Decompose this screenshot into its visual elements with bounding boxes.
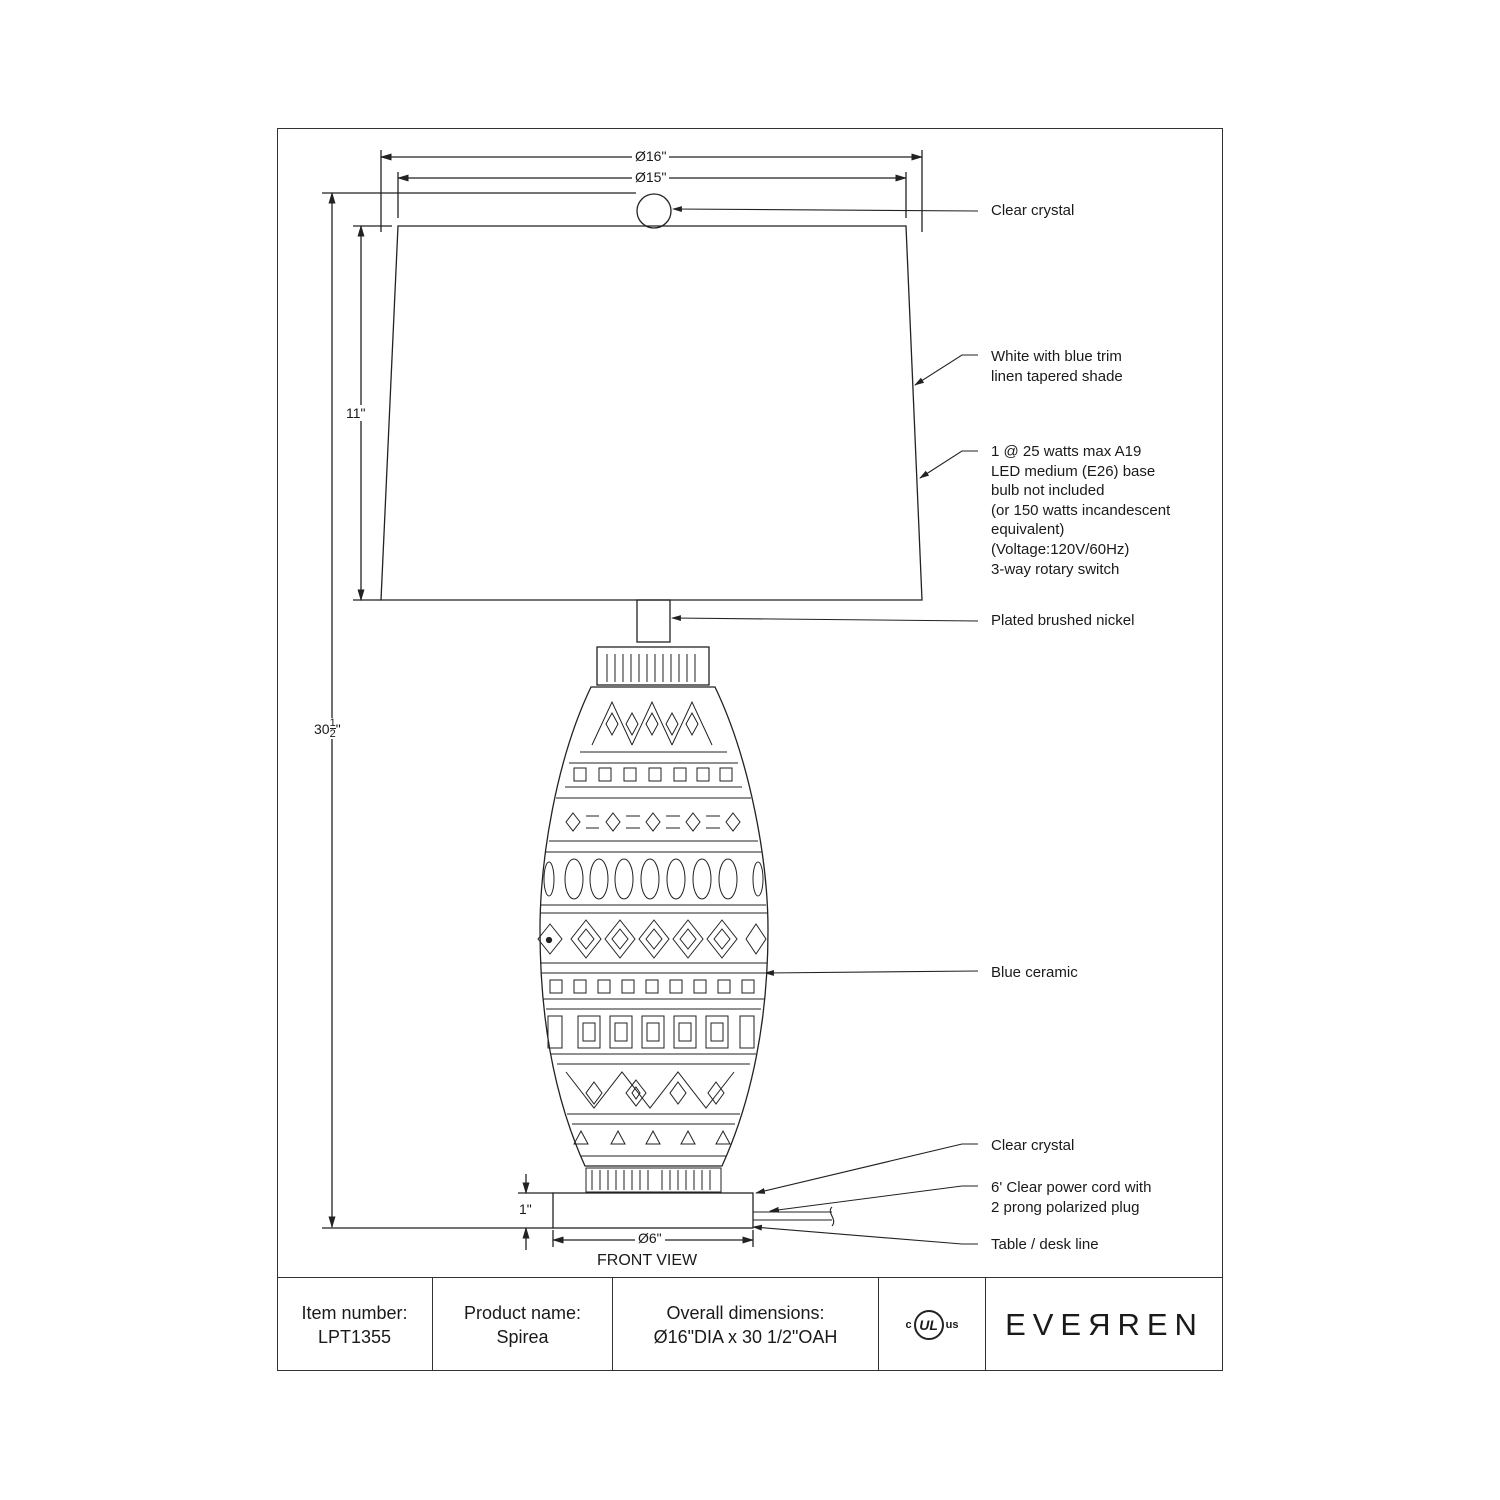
dim-overall-height-whole: 30 bbox=[314, 720, 330, 737]
item-number-label: Item number: bbox=[301, 1302, 408, 1323]
callout-base: Clear crystal bbox=[991, 1137, 1075, 1154]
crystal-base bbox=[553, 1193, 753, 1228]
product-name-value: Spirea bbox=[496, 1326, 549, 1347]
overall-dimensions-label: Overall dimensions: bbox=[666, 1302, 825, 1323]
square-band-1 bbox=[574, 768, 732, 781]
square-band-2 bbox=[550, 980, 754, 993]
dim-base-height: 1" bbox=[516, 1201, 535, 1217]
callout-cord: 6' Clear power cord with 2 prong polarized plug bbox=[991, 1179, 1152, 1216]
item-number-value: LPT1355 bbox=[317, 1326, 392, 1347]
brand-logo: EVEЯREN bbox=[1005, 1306, 1204, 1342]
dim-overall-height bbox=[311, 718, 344, 739]
product-name-label: Product name: bbox=[463, 1302, 582, 1323]
view-label: FRONT VIEW bbox=[597, 1252, 698, 1269]
cert-left-text: c bbox=[905, 1318, 912, 1331]
oval-band bbox=[544, 859, 763, 899]
diamond-band-top bbox=[592, 702, 712, 745]
foot-ridges bbox=[586, 1168, 721, 1192]
title-block bbox=[277, 1277, 1223, 1371]
product-name-cell bbox=[433, 1278, 613, 1371]
body-top-collar bbox=[597, 647, 709, 685]
callout-bulb: 1 @ 25 watts max A19 LED medium (E26) base bulb not included (or 150 watts incandescent equivalent) (Voltage:120V/60Hz) 3-way rotary switch bbox=[991, 443, 1171, 578]
callout-table: Table / desk line bbox=[991, 1236, 1099, 1253]
callout-finial: Clear crystal bbox=[991, 202, 1075, 219]
ul-circle-icon bbox=[914, 1310, 944, 1340]
dim-base-diameter: Ø6" bbox=[635, 1230, 665, 1246]
certification-cell bbox=[879, 1278, 986, 1371]
overall-dimensions-value: Ø16"DIA x 30 1/2"OAH bbox=[653, 1326, 838, 1347]
ceramic-body bbox=[540, 687, 768, 1166]
brushed-nickel-neck bbox=[637, 600, 670, 642]
callout-body: Blue ceramic bbox=[991, 964, 1078, 981]
callout-neck: Plated brushed nickel bbox=[991, 612, 1135, 629]
power-cord bbox=[753, 1207, 834, 1226]
cert-center-text: UL bbox=[919, 1316, 938, 1333]
diamond-dash-band bbox=[566, 813, 740, 831]
crystal-finial bbox=[637, 194, 671, 228]
item-number-cell bbox=[277, 1278, 433, 1371]
lamp-shade bbox=[381, 226, 922, 600]
cert-right-text: us bbox=[945, 1318, 959, 1331]
dim-overall-height-den: 2 bbox=[329, 728, 336, 740]
nested-square-band bbox=[548, 1016, 754, 1048]
cul-us-listed-icon bbox=[906, 1310, 959, 1340]
overall-dimensions-cell bbox=[613, 1278, 879, 1371]
large-diamond-band bbox=[538, 920, 766, 958]
triangle-band bbox=[574, 1131, 730, 1144]
dim-overall-height-suffix: " bbox=[335, 720, 341, 737]
brand-cell bbox=[986, 1278, 1223, 1371]
dim-shade-height: 11" bbox=[343, 405, 369, 421]
lower-diamond-band bbox=[566, 1072, 734, 1108]
dim-overall-height-num: 1 bbox=[329, 717, 336, 729]
callout-shade: White with blue trim linen tapered shade bbox=[991, 348, 1123, 385]
dim-shade-top-diameter: Ø15" bbox=[632, 169, 669, 185]
dim-shade-bottom-diameter: Ø16" bbox=[632, 148, 669, 164]
